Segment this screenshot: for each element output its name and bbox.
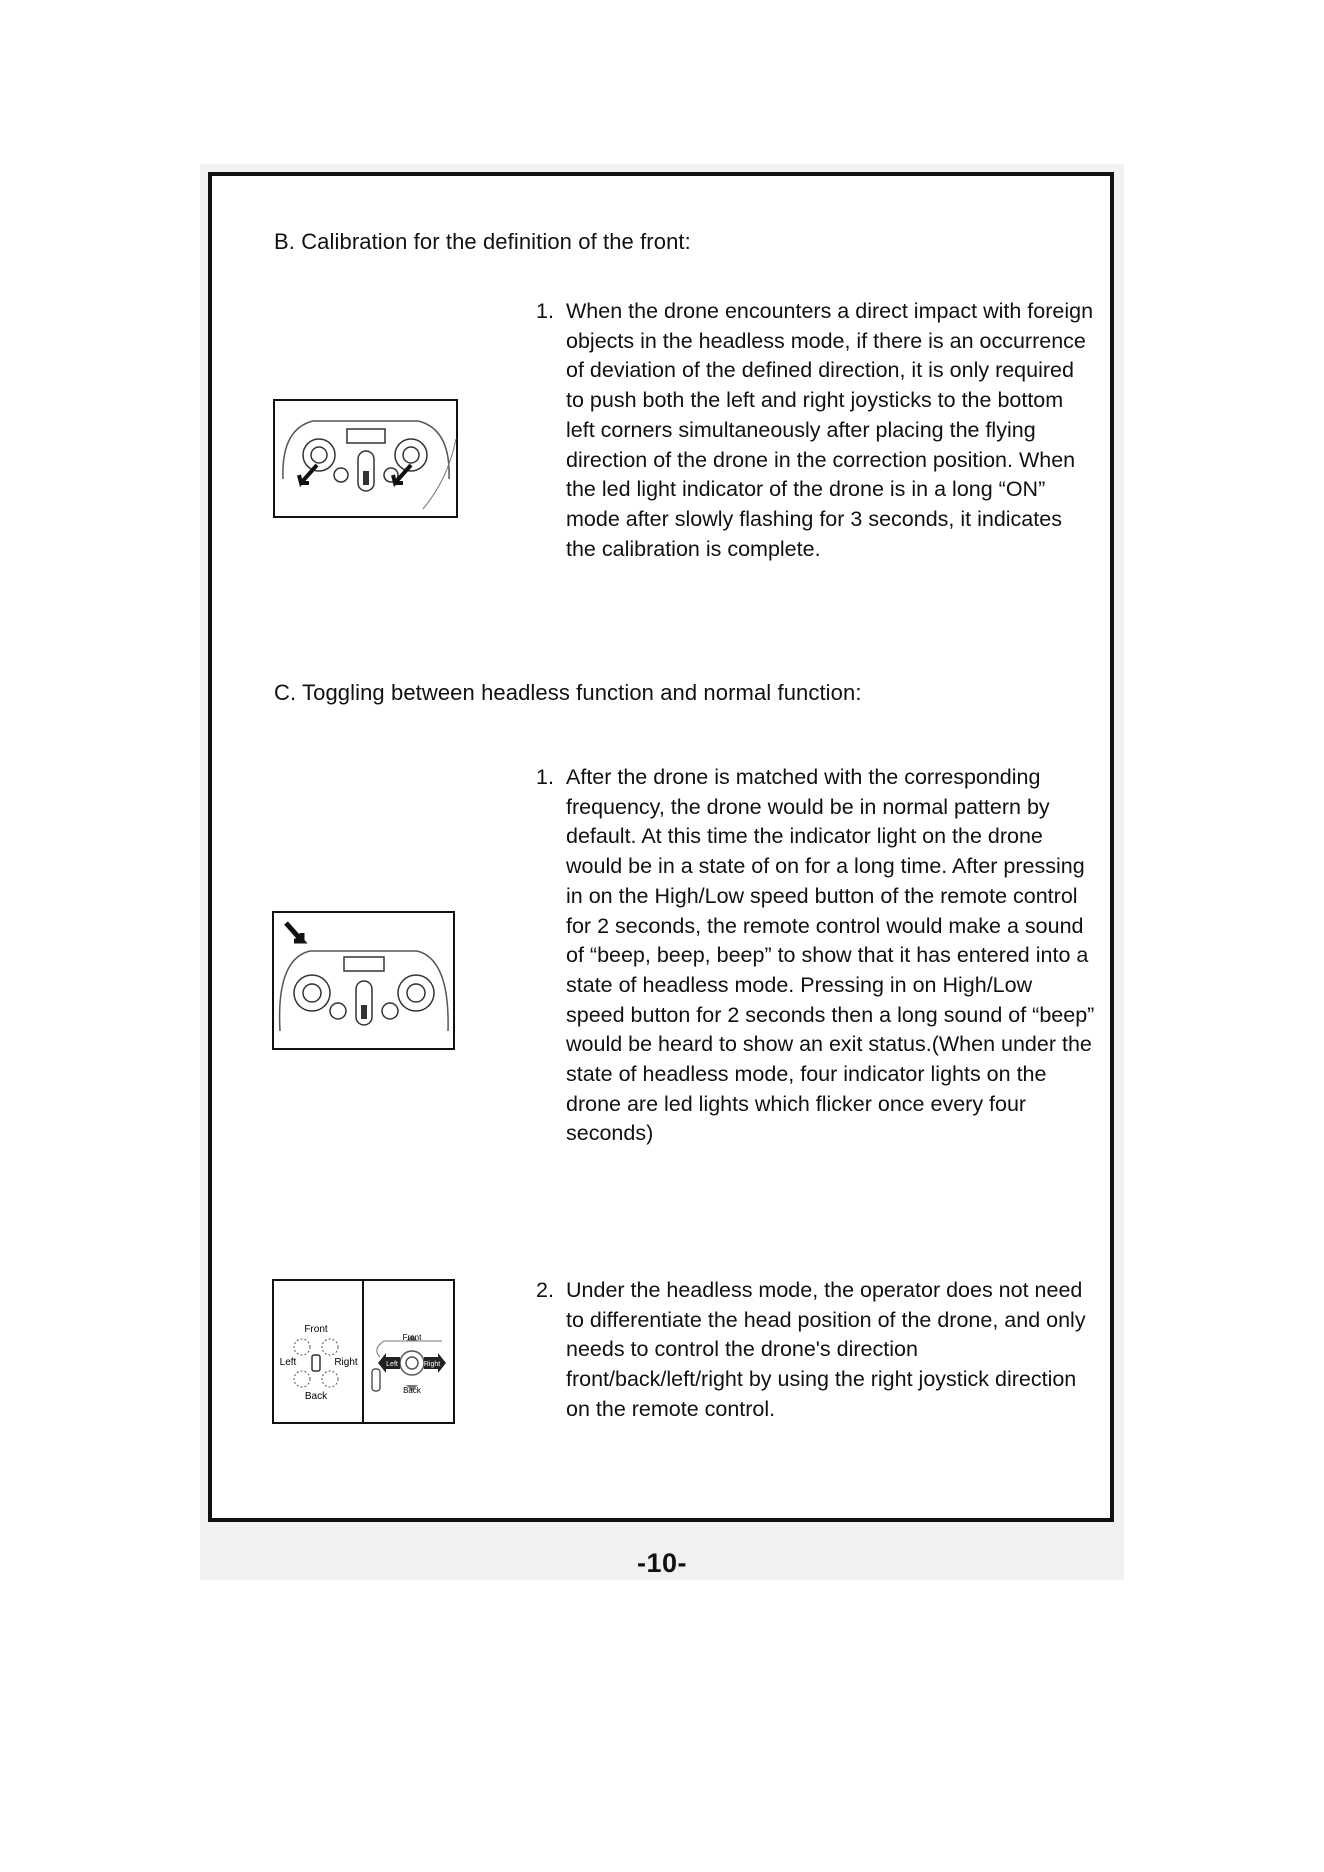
- page-number: -10-: [636, 1548, 687, 1578]
- drone-back-label: Back: [304, 1391, 328, 1402]
- drone-right-label: Right: [334, 1357, 358, 1368]
- section-c-heading: C. Toggling between headless function and normal function:: [274, 680, 862, 705]
- joystick-left-label: Left: [386, 1361, 398, 1368]
- step-number: 1.: [536, 299, 554, 323]
- remote-speed-button-figure: [272, 911, 455, 1050]
- step-text: Under the headless mode, the operator does not need to differentiate the head position of the drone, and only needs to control the drone's direction front/back/left/right by using the right joystick direction on the remote control.: [566, 1278, 1086, 1421]
- drone-front-label: Front: [304, 1324, 328, 1335]
- joystick-right-label: Right: [423, 1361, 441, 1368]
- joystick-front-label: Front: [402, 1333, 422, 1342]
- section-c-step-2: [536, 1276, 1096, 1425]
- step-text: When the drone encounters a direct impact with foreign objects in the headless mode, if there is an occurrence of deviation of the defined direction, it is only required to push both the left and right joysticks to the bottom left corners simultaneously after placing the flying direction of the drone in the correction position. When the led light indicator of the drone is in a long “ON” mode after slowly flashing for 3 seconds, it indicates the calibration is complete.: [566, 299, 1094, 561]
- section-b-heading: B. Calibration for the definition of the front:: [274, 229, 691, 254]
- step-text: After the drone is matched with the corresponding frequency, the drone would be in normal pattern by default. At this time the indicator light on the drone would be in a state of on for a long time. After pressing in on the High/Low speed button of the remote control for 2 seconds, the remote control would make a sound of “beep, beep, beep” to show that it has entered into a state of headless mode. Pressing in on High/Low speed button for 2 seconds then a long sound of “beep” would be heard to show an exit status.(When under the state of headless mode, four indicator lights on the drone are led lights which flicker once every four seconds): [566, 765, 1095, 1146]
- step-number: 2.: [536, 1278, 554, 1302]
- drone-left-label: Left: [279, 1357, 297, 1368]
- joystick-back-label: Back: [403, 1386, 421, 1395]
- step-number: 1.: [536, 765, 554, 789]
- section-c-step-1: [536, 763, 1096, 1149]
- section-b-step-1: [536, 297, 1096, 564]
- direction-control-figure: [272, 1279, 455, 1424]
- remote-calibration-figure: [273, 399, 458, 518]
